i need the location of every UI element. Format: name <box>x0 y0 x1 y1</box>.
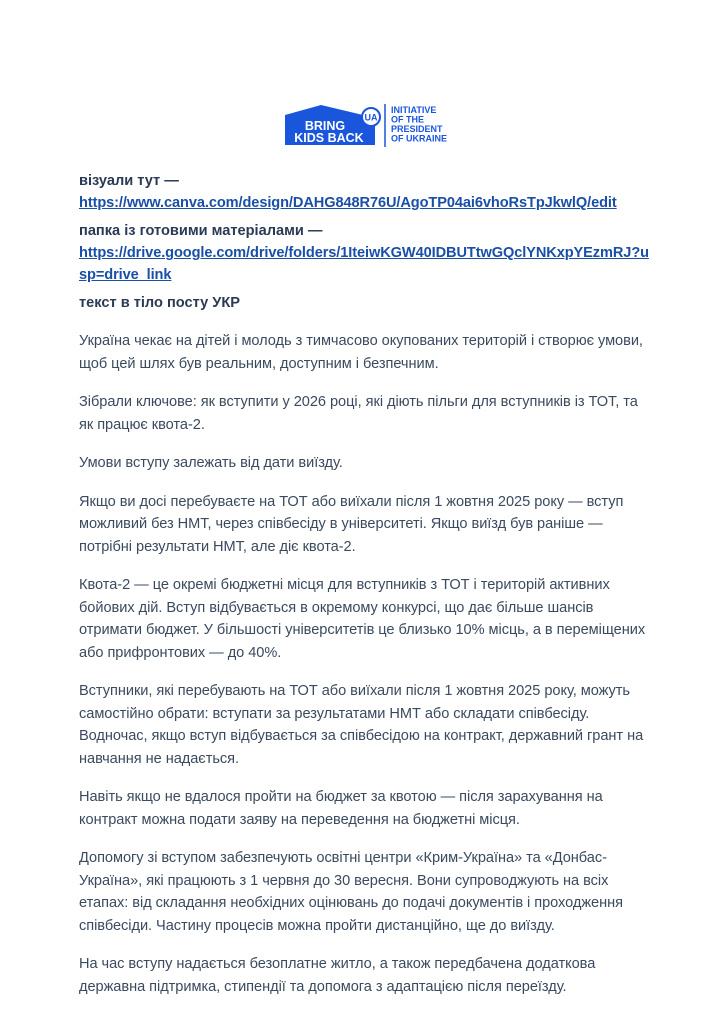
drive-folder-link[interactable]: https://drive.google.com/drive/folders/1IteiwKGW40IDBUTtwGQclYNKxpYEzmRJ?usp=drive_link <box>79 245 649 283</box>
paragraph: Квота-2 — це окремі бюджетні місця для вступників з ТОТ і територій активних бойових дій. Вступ відбувається в окремому конкурсі, що дає більше шансів отримати бюджет. У більшості університетів це близько 10% місць, а в переміщених або прифронтових — до 40%. <box>79 577 646 661</box>
logo-initiative-line: OF UKRAINE <box>391 133 447 144</box>
logo-initiative-line: INITIATIVE <box>391 105 437 115</box>
canva-link[interactable]: https://www.canva.com/design/DAHG848R76U/AgoTP04ai6vhoRsTpJkwlQ/edit <box>79 195 617 211</box>
logo-initiative-line: PRESIDENT <box>391 124 443 134</box>
document-body <box>79 170 649 1014</box>
paragraph: На час вступу надається безоплатне житло, а також передбачена додаткова державна підтримка, стипендії та допомога з адаптацією після переїзду. <box>79 956 596 995</box>
paragraph: Навіть якщо не вдалося пройти на бюджет за квотою — після зарахування на контракт можна подати заяву на переведення на бюджетні місця. <box>79 789 603 828</box>
logo-text-bring: BRING <box>304 119 346 133</box>
ua-badge-text: UA <box>364 112 378 123</box>
paragraph: Умови вступу залежать від дати виїзду. <box>79 455 343 471</box>
post-body-heading: текст в тіло посту УКР <box>79 295 241 311</box>
visuals-label: візуали тут — <box>79 173 179 189</box>
paragraph: Україна чекає на дітей і молодь з тимчасово окупованих територій і створює умови, щоб цей шлях був реальним, доступним і безпечним. <box>79 333 643 372</box>
paragraph: Якщо ви досі перебуваєте на ТОТ або виїхали після 1 жовтня 2025 року — вступ можливий без НМТ, через співбесіду в університеті. Якщо виїзд був раніше — потрібні результати НМТ, але діє квота-2. <box>79 493 624 555</box>
folder-label: папка із готовими матеріалами — <box>79 223 323 239</box>
paragraph: Зібрали ключове: як вступити у 2026 році, які діють пільги для вступників із ТОТ, та як працює квота-2. <box>79 394 638 433</box>
paragraph: Допомогу зі вступом забезпечують освітні центри «Крим-Україна» та «Донбас-Україна», які працюють з 1 червня до 30 вересня. Вони супроводжують на всіх етапах: від складання необхідних оцінювань до подачі документів і проходження співбесіди. Частину процесів можна пройти дистанційно, ще до виїзду. <box>79 850 623 934</box>
logo-graphic <box>283 101 453 149</box>
bring-kids-back-logo <box>283 101 453 149</box>
logo-initiative-line: OF THE <box>391 114 424 125</box>
logo-text-kids-back: KIDS BACK <box>294 131 364 145</box>
folder-section <box>79 220 649 286</box>
visuals-section <box>79 170 649 214</box>
paragraph: Вступники, які перебувають на ТОТ або виїхали після 1 жовтня 2025 року, можуть самостійно обрати: вступати за результатами НМТ або складати співбесіду. Водночас, якщо вступ відбувається за співбесідою на контракт, державний грант на навчання не надається. <box>79 683 644 767</box>
